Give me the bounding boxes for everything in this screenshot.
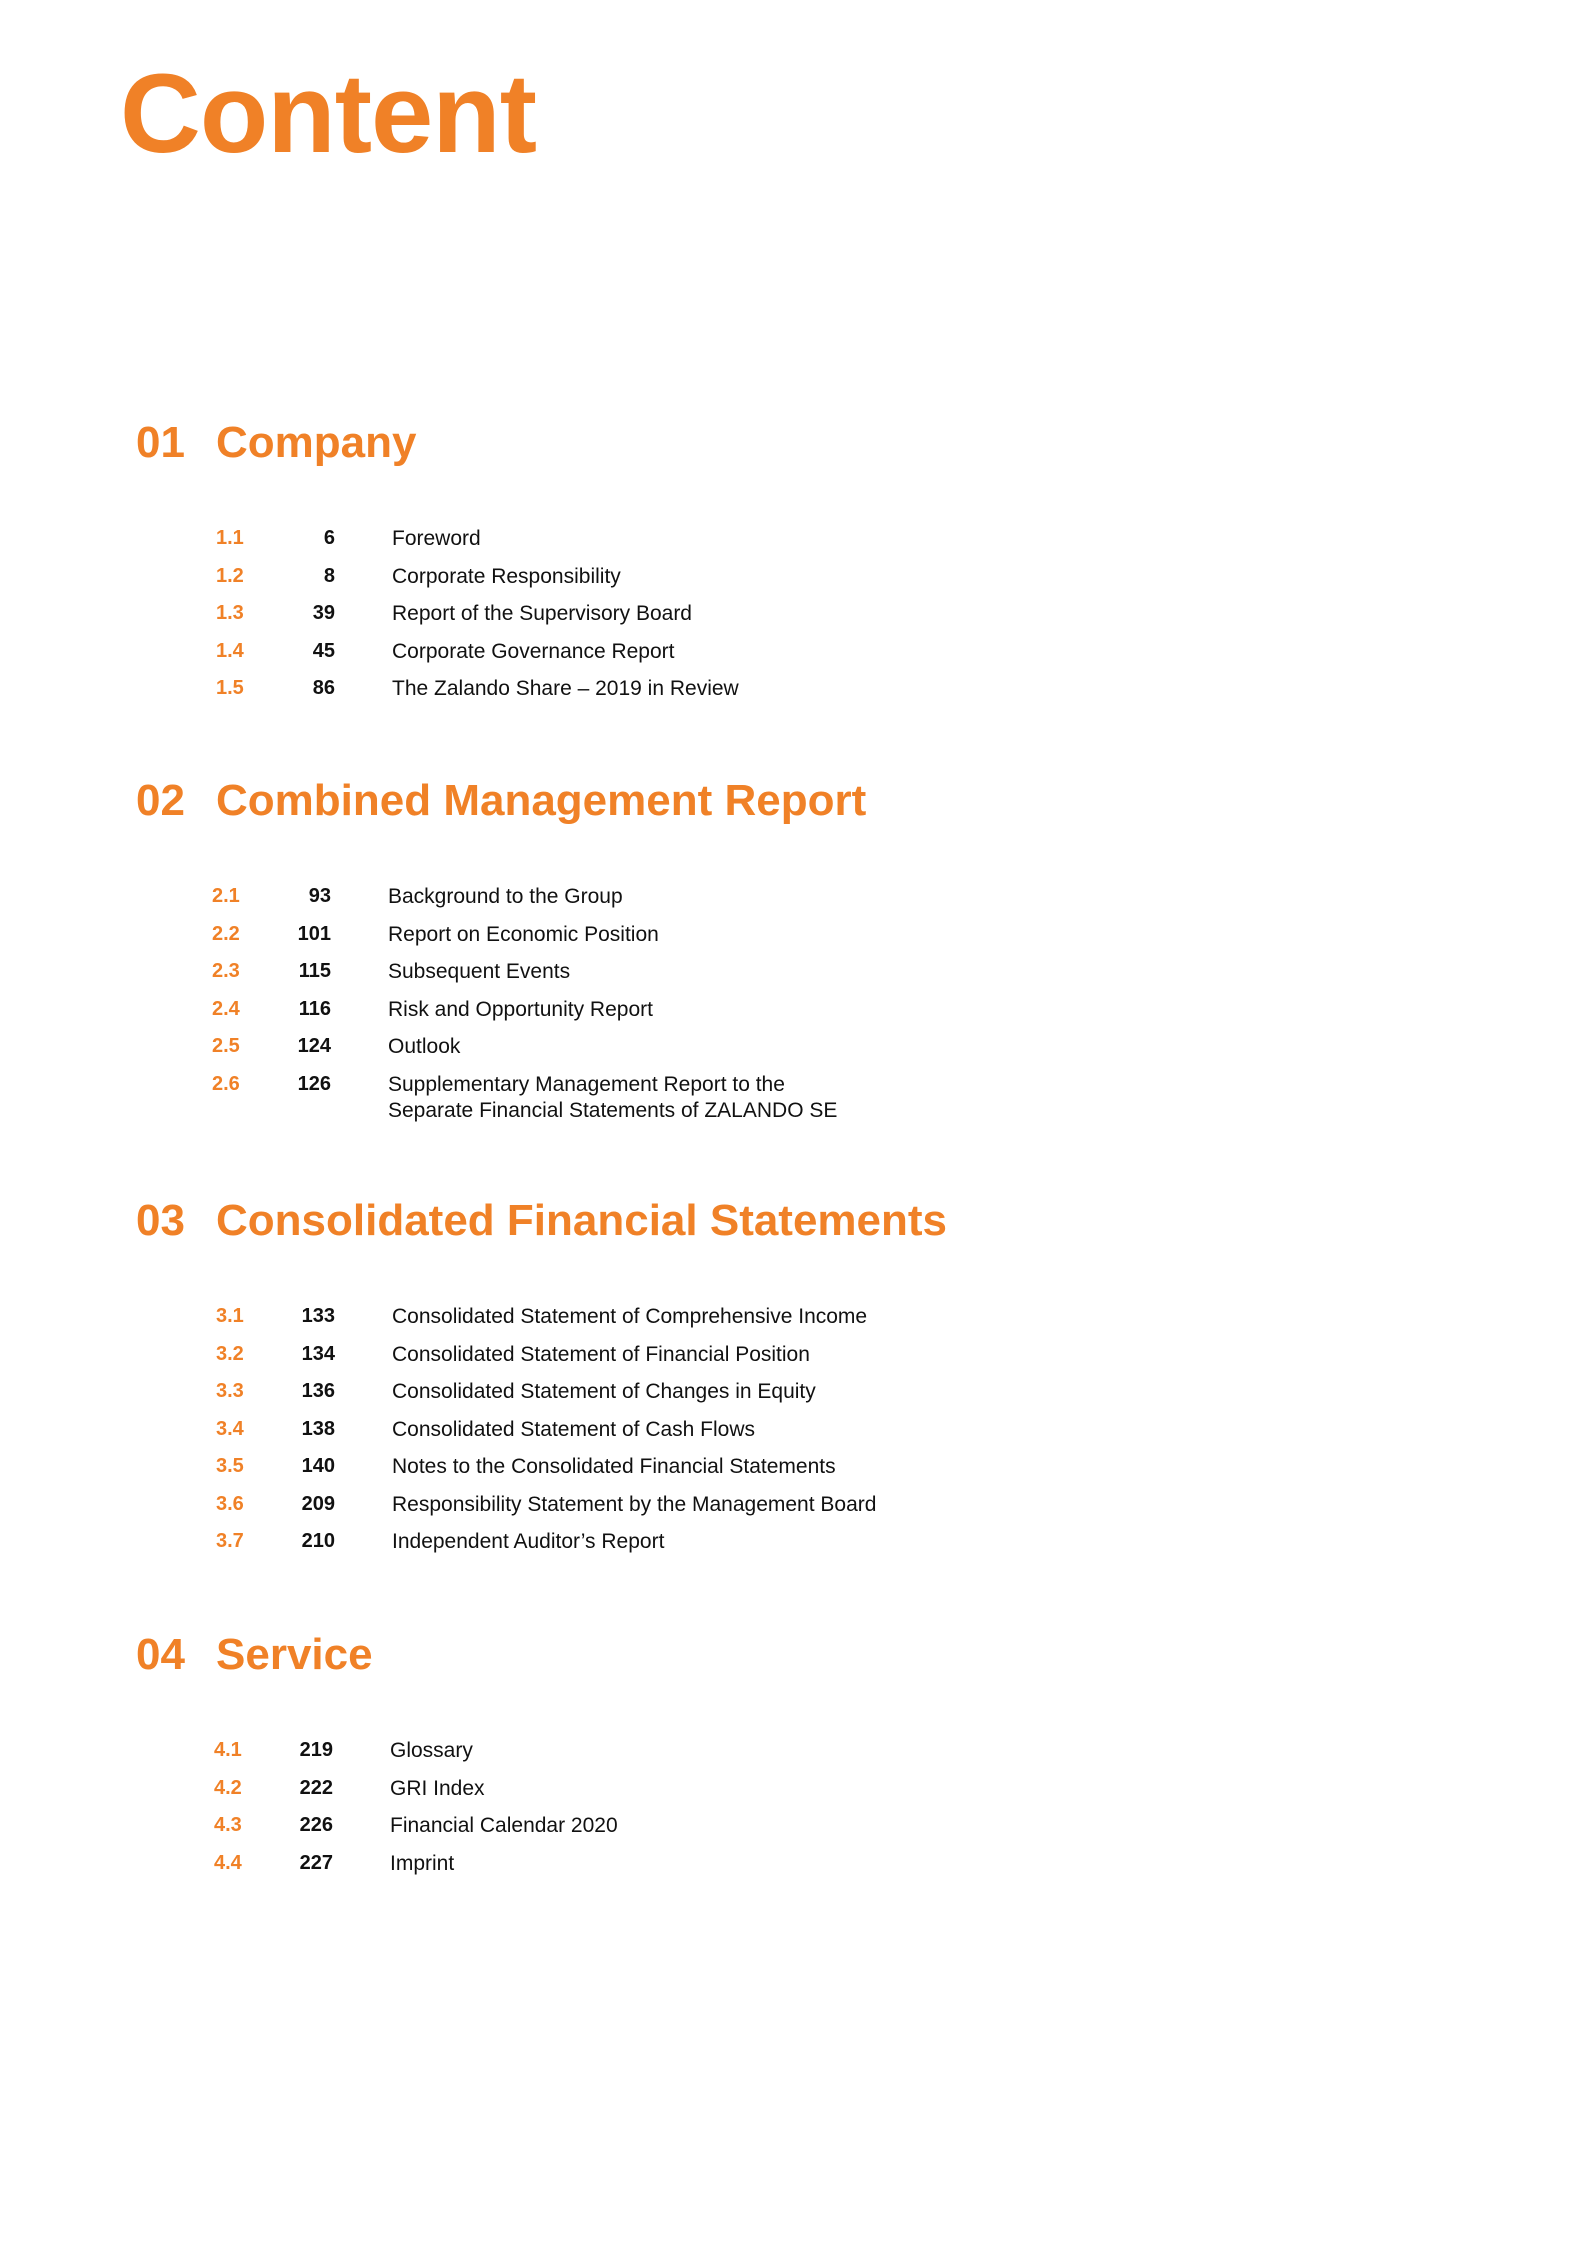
toc-entry[interactable] — [136, 953, 1336, 991]
entry-number: 4.4 — [214, 1851, 242, 1874]
entry-number: 1.5 — [216, 677, 244, 699]
toc-entry[interactable] — [136, 670, 1336, 708]
entry-title[interactable] — [390, 1732, 473, 1764]
entry-number: 1.1 — [216, 527, 244, 549]
section-company — [136, 415, 1336, 708]
entry-number: 1.4 — [216, 639, 244, 662]
entry-page: 126 — [297, 1072, 331, 1095]
toc-entry[interactable] — [136, 878, 1336, 916]
entry-title[interactable] — [392, 1411, 755, 1443]
entry-page: 6 — [323, 527, 335, 549]
entry-number: 3.4 — [216, 1417, 244, 1440]
entry-title-line: Consolidated Statement of Cash Flows — [392, 1417, 756, 1441]
section-title: Combined Management Report — [216, 776, 867, 825]
entry-title[interactable] — [392, 633, 675, 665]
section-service — [136, 1627, 1336, 1882]
entry-title[interactable] — [392, 520, 481, 552]
entry-title-line: Notes to the Consolidated Financial Statements — [392, 1455, 836, 1478]
entry-number: 2.1 — [212, 885, 240, 907]
entry-title[interactable] — [390, 1845, 454, 1877]
toc-list — [136, 1298, 1336, 1561]
section-number: 01 — [136, 418, 185, 467]
toc-entry[interactable] — [136, 1298, 1336, 1336]
entry-title-line: Foreword — [392, 527, 481, 550]
entry-number: 3.3 — [216, 1380, 244, 1402]
entry-title[interactable] — [392, 1523, 664, 1555]
entry-title-line: Background to the Group — [388, 885, 623, 908]
entry-page: 136 — [301, 1380, 335, 1402]
toc-entry[interactable] — [136, 595, 1336, 633]
entry-title[interactable] — [390, 1807, 618, 1839]
toc-entry[interactable] — [136, 1336, 1336, 1374]
section-consolidated-financial-statements — [136, 1193, 1336, 1561]
section-number: 03 — [136, 1196, 185, 1245]
entry-title[interactable] — [392, 1448, 836, 1480]
entry-title-line: GRI Index — [390, 1776, 485, 1800]
entry-page: 116 — [298, 997, 331, 1020]
entry-page: 45 — [312, 639, 335, 662]
section-heading — [136, 773, 1336, 829]
toc-entry[interactable] — [136, 1523, 1336, 1561]
entry-title-line: Risk and Opportunity Report — [388, 997, 653, 1021]
entry-title-line: Outlook — [388, 1035, 461, 1058]
section-title: Service — [216, 1630, 373, 1679]
entry-title[interactable] — [388, 1066, 837, 1124]
entry-page: 140 — [301, 1455, 335, 1477]
entry-title-line: Supplementary Management Report to the — [388, 1072, 785, 1096]
entry-title-line: Consolidated Statement of Financial Position — [392, 1342, 810, 1366]
entry-page: 93 — [308, 885, 331, 907]
section-title: Consolidated Financial Statements — [216, 1196, 948, 1245]
entry-title-line: Corporate Governance Report — [392, 639, 675, 663]
section-number: 04 — [136, 1630, 185, 1679]
entry-number: 3.6 — [216, 1492, 244, 1515]
entry-title[interactable] — [392, 558, 621, 590]
entry-number: 3.5 — [216, 1455, 244, 1477]
entry-number: 3.7 — [216, 1530, 244, 1552]
toc-list — [136, 878, 1336, 1124]
entry-page: 222 — [299, 1776, 333, 1799]
entry-page: 219 — [299, 1739, 333, 1761]
entry-page: 138 — [301, 1417, 335, 1440]
entry-title[interactable] — [392, 1298, 867, 1330]
entry-number: 3.1 — [216, 1305, 244, 1327]
entry-title[interactable] — [392, 595, 692, 627]
toc-list — [136, 520, 1336, 708]
entry-title[interactable] — [392, 1373, 816, 1405]
page-title: Content — [120, 51, 537, 176]
entry-title[interactable] — [388, 991, 653, 1023]
entry-page: 227 — [299, 1851, 333, 1874]
entry-number: 3.2 — [216, 1342, 244, 1365]
entry-title[interactable] — [392, 1336, 810, 1368]
toc-list — [136, 1732, 1336, 1882]
entry-title[interactable] — [392, 670, 739, 702]
entry-page: 134 — [301, 1342, 335, 1365]
entry-page: 8 — [323, 564, 335, 587]
toc-entry[interactable] — [136, 991, 1336, 1029]
section-heading — [136, 1193, 1336, 1249]
entry-title-line: Subsequent Events — [388, 960, 571, 983]
toc-entry[interactable] — [136, 1845, 1336, 1883]
section-number: 02 — [136, 776, 185, 825]
section-heading — [136, 1627, 1336, 1683]
entry-title-line-2: Separate Financial Statements of ZALANDO SE — [388, 1098, 838, 1122]
entry-title-line: Report of the Supervisory Board — [392, 602, 692, 625]
entry-number: 2.2 — [212, 922, 240, 945]
toc-entry[interactable] — [136, 1732, 1336, 1770]
toc-entry[interactable] — [136, 520, 1336, 558]
section-heading — [136, 415, 1336, 471]
entry-number: 4.1 — [214, 1739, 242, 1761]
entry-page: 115 — [298, 960, 331, 982]
entry-title-line: Consolidated Statement of Changes in Equity — [392, 1380, 816, 1403]
toc-entry[interactable] — [136, 1448, 1336, 1486]
toc-entry[interactable] — [136, 916, 1336, 954]
entry-number: 2.4 — [212, 997, 240, 1020]
entry-title[interactable] — [390, 1770, 485, 1802]
toc-entry[interactable] — [136, 558, 1336, 596]
toc-entry[interactable] — [136, 1807, 1336, 1845]
entry-title-line: The Zalando Share – 2019 in Review — [392, 677, 739, 700]
entry-title[interactable] — [392, 1486, 876, 1518]
entry-title-line: Report on Economic Position — [388, 922, 659, 946]
entry-number: 4.2 — [214, 1776, 242, 1799]
entry-page: 209 — [301, 1492, 335, 1515]
toc-entry[interactable] — [136, 1028, 1336, 1066]
entry-page: 210 — [301, 1530, 335, 1552]
entry-page: 124 — [297, 1035, 331, 1057]
entry-number: 2.6 — [212, 1072, 240, 1095]
entry-title[interactable] — [388, 1028, 460, 1060]
entry-number: 1.3 — [216, 602, 244, 624]
entry-title[interactable] — [388, 878, 623, 910]
entry-number: 2.5 — [212, 1035, 240, 1057]
entry-title-line: Independent Auditor’s Report — [392, 1530, 665, 1553]
entry-title-line: Glossary — [390, 1739, 473, 1762]
entry-title-line: Financial Calendar 2020 — [390, 1814, 618, 1837]
entry-page: 39 — [312, 602, 335, 624]
toc-entry[interactable] — [136, 1770, 1336, 1808]
entry-number: 2.3 — [212, 960, 240, 982]
entry-title[interactable] — [388, 953, 570, 985]
entry-title-line: Consolidated Statement of Comprehensive Income — [392, 1305, 868, 1328]
entry-page: 133 — [301, 1305, 335, 1327]
entry-page: 226 — [299, 1814, 333, 1836]
toc-entry[interactable] — [136, 633, 1336, 671]
section-title: Company — [216, 418, 417, 467]
toc-entry[interactable] — [136, 1066, 1336, 1124]
section-combined-management-report — [136, 773, 1336, 1124]
entry-title-line: Responsibility Statement by the Management Board — [392, 1492, 877, 1516]
toc-entry[interactable] — [136, 1486, 1336, 1524]
entry-title-line: Imprint — [390, 1851, 455, 1875]
entry-number: 4.3 — [214, 1814, 242, 1836]
toc-entry[interactable] — [136, 1373, 1336, 1411]
entry-title[interactable] — [388, 916, 659, 948]
entry-page: 86 — [312, 677, 335, 699]
entry-page: 101 — [297, 922, 331, 945]
toc-entry[interactable] — [136, 1411, 1336, 1449]
entry-title-line: Corporate Responsibility — [392, 564, 621, 588]
entry-number: 1.2 — [216, 564, 244, 587]
